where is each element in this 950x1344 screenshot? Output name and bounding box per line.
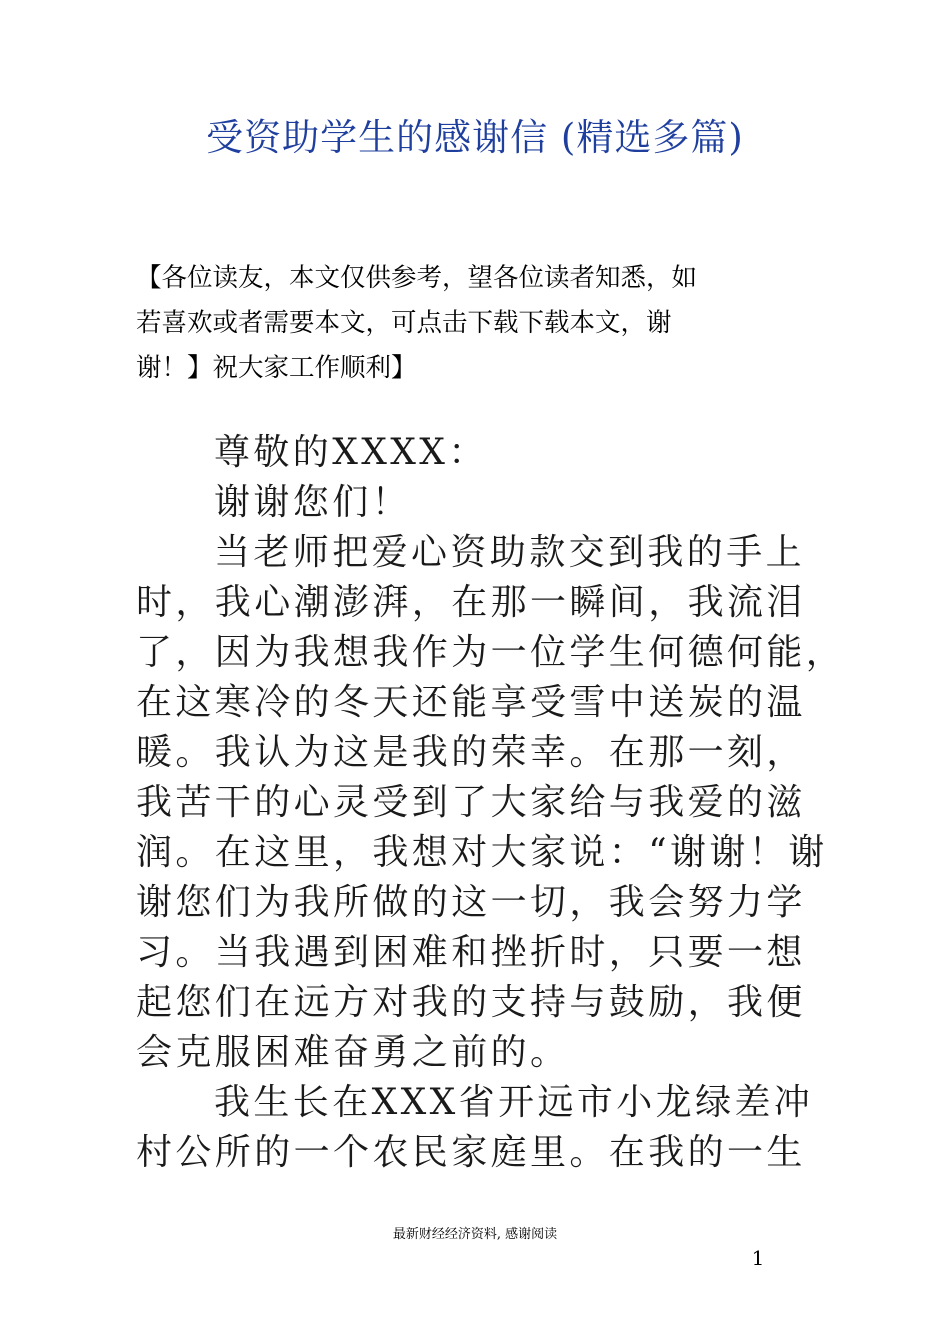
body-line: 起您们在远方对我的支持与鼓励，我便 <box>136 982 806 1023</box>
body-line: 当老师把爱心资助款交到我的手上 <box>214 532 806 573</box>
page-number: 1 <box>751 1246 765 1270</box>
body-line: 谢您们为我所做的这一切，我会努力学 <box>136 882 806 923</box>
body-line: 我苦干的心灵受到了大家给与我爱的滋 <box>136 782 806 823</box>
body-line: 谢谢您们！ <box>214 482 412 523</box>
salutation: 尊敬的XXXX： <box>214 432 488 473</box>
document-title: 受资助学生的感谢信 (精选多篇) <box>206 116 744 159</box>
reader-notice <box>136 256 826 391</box>
body-line: 在这寒冷的冬天还能享受雪中送炭的温 <box>136 682 806 723</box>
notice-line: 谢！】祝大家工作顺利】 <box>136 353 417 383</box>
body-line: 润。在这里，我想对大家说：“谢谢！谢 <box>136 832 828 873</box>
footer-note: 最新财经经济资料, 感谢阅读 <box>392 1227 558 1242</box>
body-line: 暖。我认为这是我的荣幸。在那一刻， <box>136 732 806 773</box>
letter-body <box>136 428 846 1178</box>
body-line: 时，我心潮澎湃，在那一瞬间，我流泪 <box>136 582 806 623</box>
notice-line: 【各位读友，本文仅供参考，望各位读者知悉，如 <box>136 263 698 293</box>
body-line: 村公所的一个农民家庭里。在我的一生 <box>136 1132 806 1173</box>
notice-line: 若喜欢或者需要本文，可点击下载下载本文，谢 <box>136 308 672 338</box>
body-line: 我生长在XXX省开远市小龙绿差冲 <box>214 1082 814 1123</box>
body-line: 会克服困难奋勇之前的。 <box>136 1032 570 1073</box>
body-line: 习。当我遇到困难和挫折时，只要一想 <box>136 932 806 973</box>
body-line: 了，因为我想我作为一位学生何德何能， <box>136 632 846 673</box>
